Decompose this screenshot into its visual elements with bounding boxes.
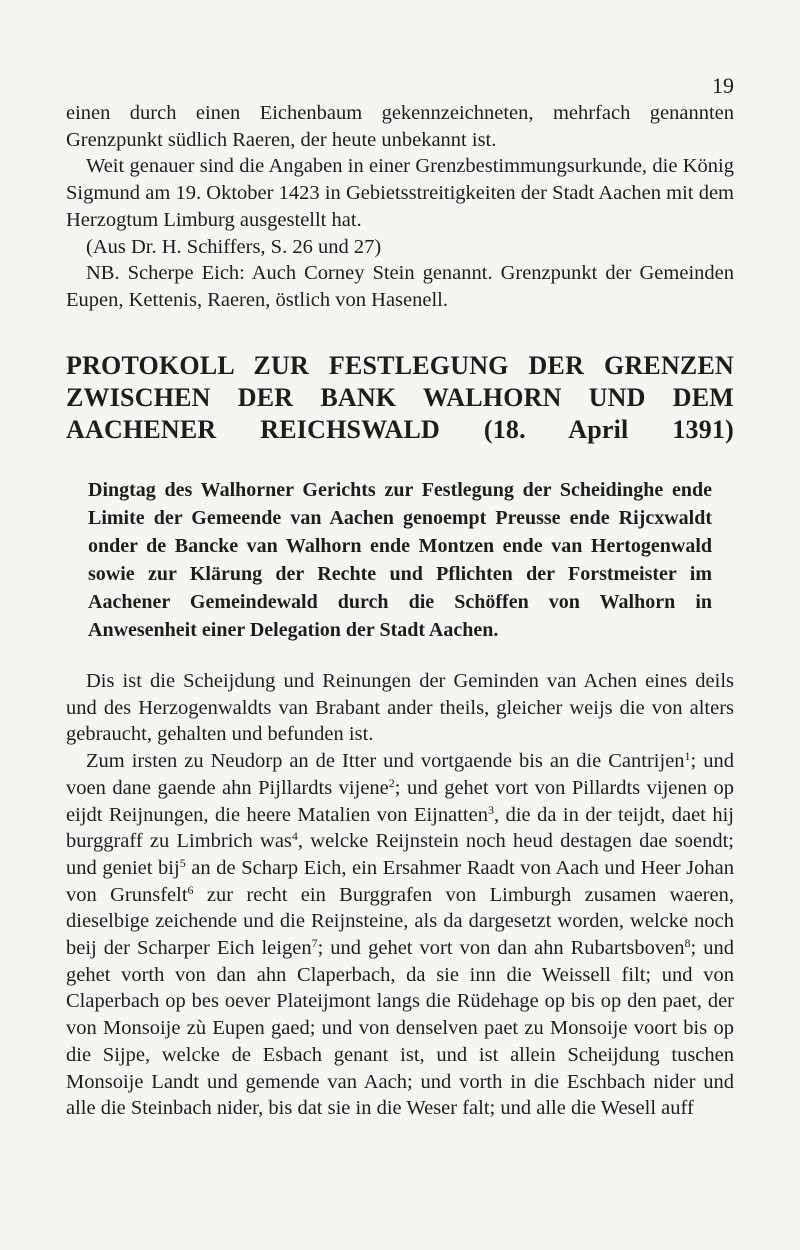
protocol-paragraph [66, 748, 734, 1122]
protocol-paragraph: Dis ist die Scheijdung und Reinungen der Geminden van Achen eines deils und des Herzogenwaldts van Brabant ander theils, gleicher weijs die von alters gebraucht, gehalten und befunden ist. [66, 670, 734, 746]
text-run: ; und voen dane gaende ahn Pijllardts vijene [66, 750, 734, 799]
intro-section [66, 100, 734, 314]
summary-text: Dingtag des Walhorner Gerichts zur Festlegung der Scheidinghe ende Limite der Gemeende van Aachen genoempt Preusse ende Rijcxwaldt onder de Bancke van Walhorn ende Montzen ende van Hertogenwald sowie zur Klärung der Rechte und Pflichten der Forstmeister im Aachener Gemeindewald durch die Schöffen von Walhorn in Anwesenheit einer Delegation der Stadt Aachen. [88, 479, 712, 641]
footnote-ref: 2 [388, 775, 395, 790]
nb-note: NB. Scherpe Eich: Auch Corney Stein genannt. Grenzpunkt der Gemeinden Eupen, Kettenis, Raeren, östlich von Hasenell. [66, 262, 734, 311]
footnote-ref: 1 [684, 749, 691, 764]
text-run: , welcke Reijnstein noch heud destagen dae soendt; und geniet bij [66, 830, 734, 879]
document-page [66, 0, 734, 1250]
intro-paragraph: einen durch einen Eichenbaum gekennzeichneten, mehrfach genannten Grenzpunkt südlich Raeren, der heute unbekannt ist. [66, 102, 734, 151]
heading-line: ZWISCHEN DER BANK WALHORN UND DEM [66, 383, 734, 412]
text-run: ; und gehet vort von Pillardts vijenen op eijdt Reijnungen, die heere Matalien von Eijnatten [66, 776, 734, 826]
text-run: zur recht ein Burggrafen von Limburgh zusamen waeren, dieselbige zeichende und die Reijnsteine, als da dargesetzt worden, welcke noch beij der Scharper Eich leigen [66, 883, 734, 960]
footnote-ref: 3 [487, 802, 494, 817]
summary-block [66, 476, 712, 644]
text-run: Zum irsten zu Neudorp an de Itter und vortgaende bis an die Cantrijen [86, 750, 685, 773]
text-run: ; und gehet vort von dan ahn Rubartsboven [317, 937, 685, 960]
footnote-ref: 7 [311, 936, 318, 951]
heading-line: AACHENER REICHSWALD (18. April 1391) [66, 415, 734, 444]
footnote-ref: 4 [291, 829, 298, 844]
protocol-section [66, 668, 734, 1122]
text-run: ; und gehet vorth von dan ahn Claperbach, da sie inn die Weissell filt; und von Claperbach op bes oever Plateijmont langs die Rüdehage op bis op den paet, der von Monsoije zù Eupen gaed; und von denselven paet zu Monsoije voort bis op die Sijpe, welcke de Esbach genant ist, und ist allein Scheijdung tuschen Monsoije Landt und gemende van Aach; und vorth in die Eschbach nider und alle die Steinbach nider, bis dat sie in die Weser falt; und alle die Wesell auff [66, 937, 734, 1120]
source-reference: (Aus Dr. H. Schiffers, S. 26 und 27) [86, 235, 382, 258]
text-run: an de Scharp Eich, ein Ersahmer Raadt von Aach und Heer Johan von Grunsfelt [66, 856, 735, 906]
footnote-ref: 5 [179, 855, 186, 870]
footnote-ref: 8 [684, 936, 691, 951]
text-run: , die da in der teijdt, daet hij burggraff zu Limbrich was [66, 803, 734, 853]
page-number: 19 [712, 73, 734, 98]
intro-paragraph: Weit genauer sind die Angaben in einer Grenzbestimmungsurkunde, die König Sigmund am 19. Oktober 1423 in Gebietsstreitigkeiten der Stadt Aachen mit dem Herzogtum Limburg ausgestellt hat. [66, 155, 734, 231]
footnote-ref: 6 [187, 882, 194, 897]
section-heading [66, 350, 734, 446]
heading-line: PROTOKOLL ZUR FESTLEGUNG DER GRENZEN [66, 351, 734, 380]
